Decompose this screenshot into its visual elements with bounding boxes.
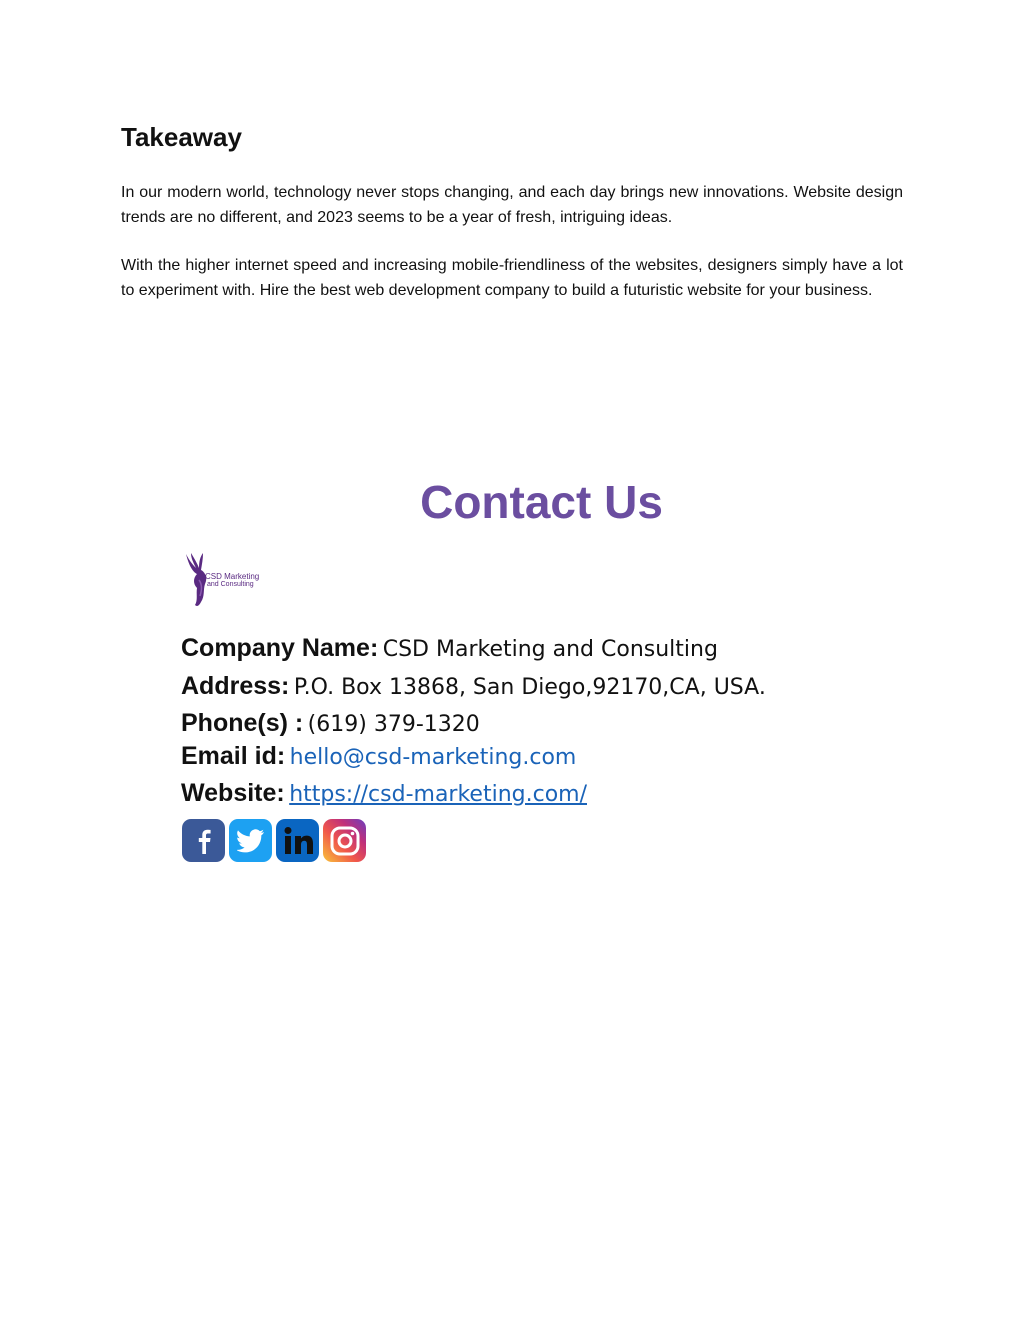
takeaway-paragraph-1: In our modern world, technology never stops changing, and each day brings new innovations. Website design trends are no different, and 2023 seems to be a year of fresh, intriguing ideas.: [121, 184, 903, 226]
social-icons: [182, 819, 366, 863]
facebook-icon[interactable]: [182, 819, 225, 862]
phone-label: Phone(s) :: [181, 709, 304, 737]
logo-text-line2: and Consulting: [207, 581, 254, 588]
twitter-icon[interactable]: [229, 819, 272, 862]
email-line: [181, 740, 576, 776]
email-label: Email id:: [181, 742, 286, 770]
company-name-label: Company Name:: [181, 634, 379, 662]
linkedin-icon[interactable]: [276, 819, 319, 862]
logo-text-line1: CSD Marketing: [205, 572, 260, 581]
contact-title: Contact Us: [420, 476, 663, 528]
takeaway-heading: Takeaway: [121, 122, 242, 152]
website-link[interactable]: https://csd-marketing.com/: [289, 782, 587, 807]
website-line: [181, 777, 587, 813]
address-line: [181, 670, 766, 706]
company-logo: [183, 550, 269, 608]
company-name-line: [181, 632, 718, 668]
address-value: P.O. Box 13868, San Diego,92170,CA, USA.: [293, 675, 766, 700]
address-label: Address:: [181, 672, 290, 700]
email-link[interactable]: hello@csd-marketing.com: [289, 745, 577, 770]
phone-line: [181, 707, 480, 743]
instagram-icon[interactable]: [323, 819, 366, 862]
company-name-value: CSD Marketing and Consulting: [382, 637, 718, 662]
phone-value: (619) 379-1320: [307, 712, 480, 737]
takeaway-paragraph-2: With the higher internet speed and increasing mobile-friendliness of the websites, designers simply have a lot to experiment with. Hire the best web development company to build a futuristic website for your business.: [121, 257, 903, 299]
website-label: Website:: [181, 779, 285, 807]
